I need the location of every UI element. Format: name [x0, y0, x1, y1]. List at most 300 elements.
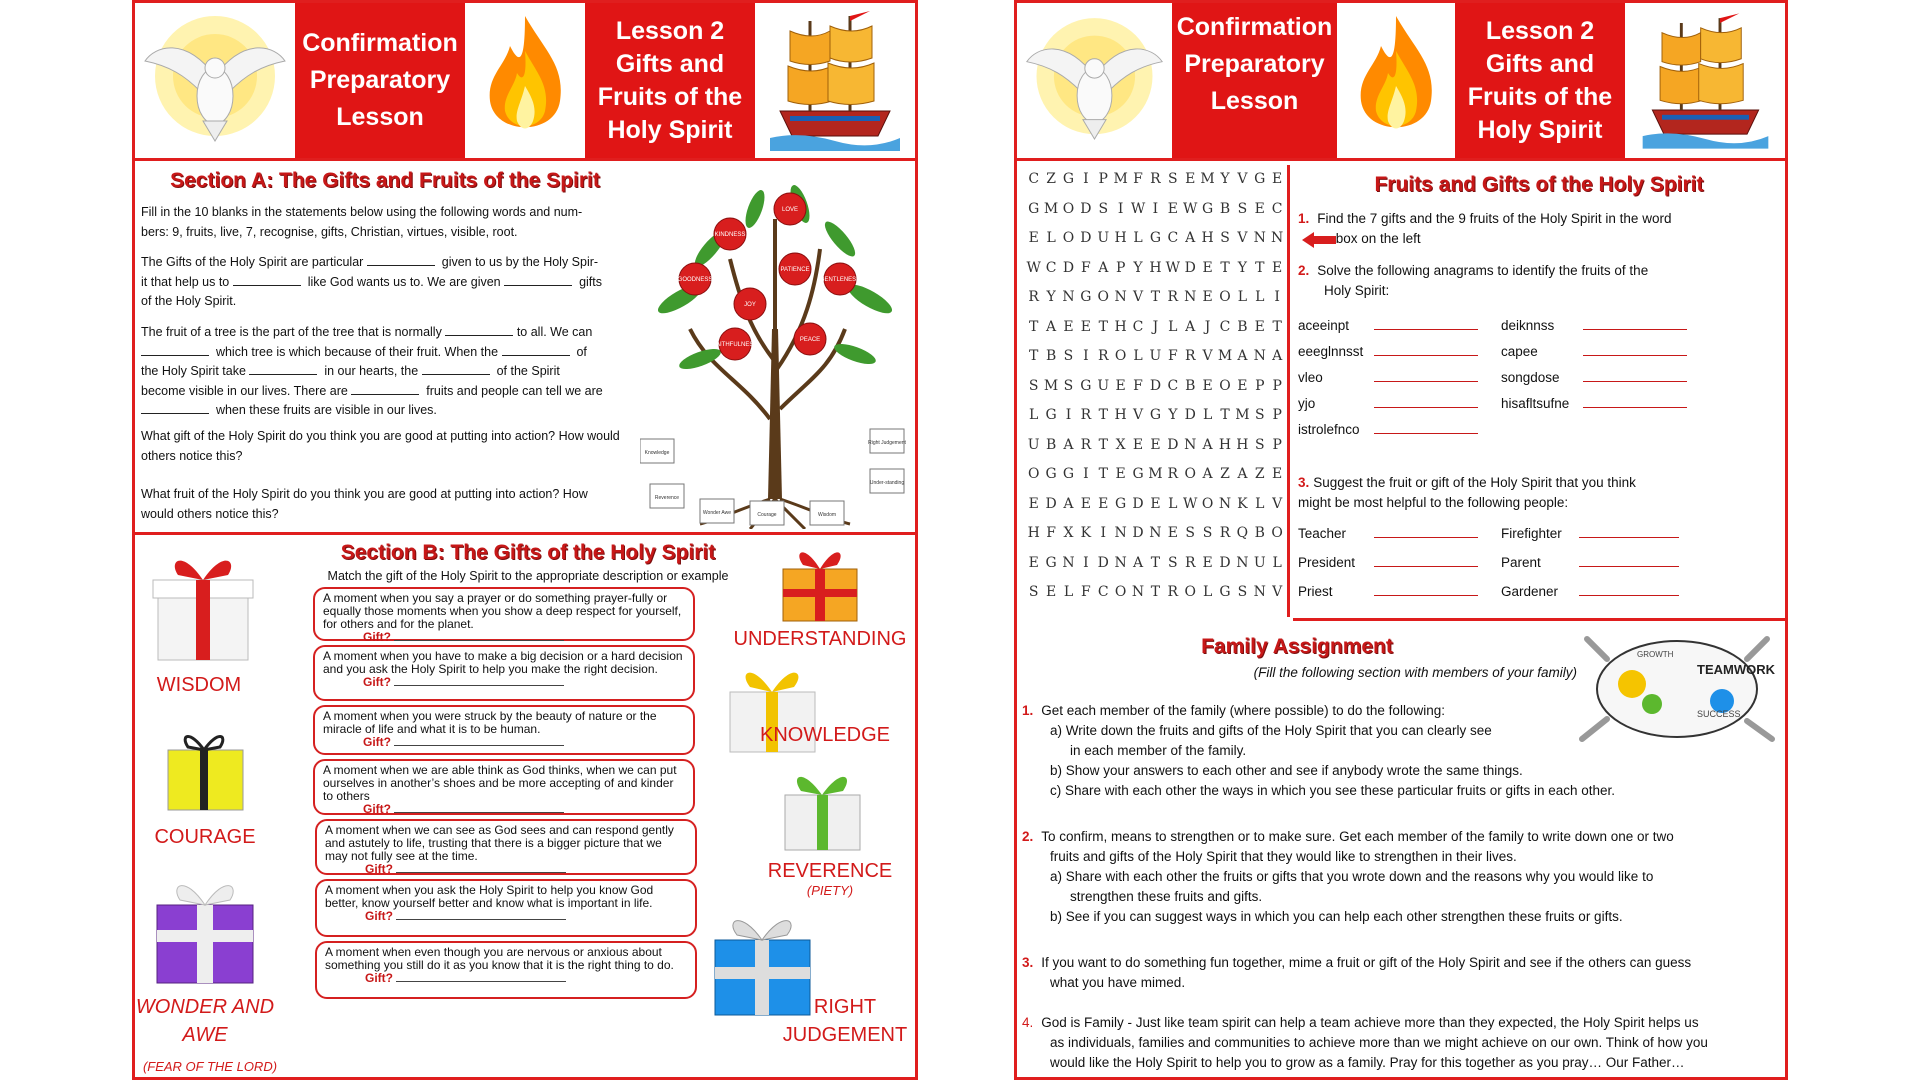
word-search-letter[interactable]: I — [1152, 200, 1159, 217]
word-search-letter[interactable]: G — [1062, 171, 1075, 187]
word-search-letter[interactable]: F — [1046, 525, 1056, 541]
word-search-letter[interactable]: A — [1185, 318, 1196, 335]
word-search-letter[interactable]: S — [1237, 200, 1248, 217]
word-search-letter[interactable]: R — [1080, 407, 1092, 423]
word-search-letter[interactable]: Y — [1133, 259, 1143, 276]
word-search-letter[interactable]: D — [1080, 230, 1092, 246]
gift-answer-line[interactable] — [396, 910, 566, 920]
word-search-letter[interactable]: V — [1272, 584, 1283, 600]
header-lesson-line: Lesson 2 — [615, 16, 725, 45]
word-search-letter[interactable]: V — [1132, 407, 1144, 423]
word-search-letter[interactable]: G — [1080, 377, 1092, 394]
word-search-letter[interactable]: E — [1028, 495, 1039, 512]
word-search-letter[interactable]: N — [1149, 525, 1162, 541]
header-title-line: Lesson — [336, 103, 424, 131]
word-search-letter[interactable]: T — [1272, 318, 1282, 335]
anagram-answer-line[interactable] — [1374, 318, 1478, 330]
word-search-letter[interactable]: R — [1184, 554, 1196, 571]
word-search-letter[interactable]: O — [1062, 230, 1075, 246]
word-search-letter[interactable]: O — [1097, 289, 1109, 305]
word-search-letter[interactable]: E — [1150, 495, 1161, 512]
word-search-letter[interactable]: E — [1202, 377, 1213, 394]
blank[interactable] — [445, 324, 513, 336]
word-search-letter[interactable]: S — [1185, 525, 1195, 541]
word-search-letter[interactable]: G — [1028, 200, 1040, 217]
blank[interactable] — [502, 344, 570, 356]
word-search-letter[interactable]: H — [1201, 230, 1214, 246]
word-search-letter[interactable]: D — [1080, 200, 1092, 217]
word-search-letter[interactable]: J — [1152, 318, 1159, 335]
word-search-letter[interactable]: E — [1150, 436, 1161, 453]
text: given to us by the Holy Spir- — [441, 255, 599, 269]
word-search-letter[interactable]: N — [1253, 584, 1266, 600]
word-search-letter[interactable]: L — [1133, 230, 1143, 246]
word-search-letter[interactable]: M — [1113, 171, 1128, 187]
ship-image — [755, 3, 915, 158]
word-search-letter[interactable]: G — [1149, 230, 1162, 246]
word-search-letter[interactable]: L — [1063, 584, 1074, 600]
word-search-letter[interactable]: A — [1202, 466, 1213, 482]
word-search-letter[interactable]: N — [1184, 289, 1197, 305]
word-search-letter[interactable]: M — [1043, 377, 1059, 394]
word-search-letter[interactable]: M — [1235, 407, 1250, 423]
word-search-letter[interactable]: N — [1184, 436, 1197, 453]
word-search-letter[interactable]: F — [1167, 348, 1178, 364]
gift-answer-line[interactable] — [394, 676, 564, 686]
word-search-letter[interactable]: N — [1236, 554, 1249, 571]
word-search-letter[interactable]: A — [1237, 348, 1248, 364]
item-number: 2. — [1022, 829, 1034, 844]
word-search-letter[interactable]: N — [1253, 348, 1266, 364]
item-text: c) Share with each other the ways in which you see these particular fruits or gifts in each other. — [1050, 783, 1616, 798]
word-search-letter[interactable]: E — [1098, 495, 1109, 512]
word-search-letter[interactable]: G — [1045, 466, 1057, 482]
word-search-letter[interactable]: C — [1132, 318, 1144, 335]
word-search-letter[interactable]: T — [1098, 407, 1108, 423]
gift-answer-line[interactable] — [396, 972, 566, 982]
blank[interactable] — [504, 274, 572, 286]
word-search-letter[interactable]: G — [1254, 171, 1266, 187]
word-search-letter[interactable]: U — [1097, 230, 1110, 246]
word-search-letter[interactable]: E — [1272, 171, 1283, 187]
word-search-letter[interactable]: K — [1237, 495, 1248, 512]
word-search-letter[interactable]: E — [1028, 554, 1039, 571]
word-search-letter[interactable]: M — [1217, 348, 1233, 364]
word-search-letter[interactable]: C — [1045, 259, 1057, 276]
word-search-letter[interactable]: I — [1083, 348, 1089, 364]
blank[interactable] — [233, 274, 301, 286]
word-search-letter[interactable]: L — [1168, 318, 1178, 335]
word-search-letter[interactable]: I — [1117, 200, 1124, 217]
word-search-letter[interactable]: R — [1097, 348, 1109, 364]
word-search-letter[interactable]: R — [1167, 584, 1179, 600]
word-search-letter[interactable]: E — [1254, 318, 1265, 335]
match-item[interactable] — [313, 645, 695, 701]
match-item[interactable] — [315, 819, 697, 875]
word-search-letter[interactable]: D — [1062, 259, 1075, 276]
match-item[interactable] — [313, 587, 695, 644]
gift-box-label: Wonder Awe — [702, 510, 732, 516]
word-search-letter[interactable]: E — [1254, 200, 1265, 217]
word-search-letter[interactable]: D — [1132, 525, 1144, 541]
word-search-letter[interactable]: G — [1115, 495, 1127, 512]
word-search-letter[interactable]: G — [1045, 407, 1057, 423]
gift-box-label: Courage — [757, 512, 777, 518]
word-search-letter[interactable]: P — [1272, 436, 1282, 453]
word-search-letter[interactable]: Y — [1220, 171, 1230, 187]
section-b-subtitle: Match the gift of the Holy Spirit to the appropriate description or example — [327, 569, 729, 583]
word-search-letter[interactable]: S — [1254, 436, 1265, 453]
word-search-letter[interactable]: P — [1098, 171, 1108, 187]
word-search-letter[interactable]: U — [1253, 554, 1266, 571]
anagram-answer-line[interactable] — [1374, 396, 1478, 408]
label-wisdom: WISDOM — [156, 674, 242, 696]
word-search-letter[interactable]: D — [1184, 259, 1196, 276]
word-search-letter[interactable]: E — [1080, 318, 1091, 335]
word-search-letter[interactable]: P — [1255, 377, 1265, 394]
word-search-letter[interactable]: E — [1115, 466, 1126, 482]
word-search-letter[interactable]: C — [1167, 230, 1179, 246]
word-search-grid[interactable] — [1020, 165, 1290, 617]
anagram-answer-line[interactable] — [1583, 318, 1687, 330]
anagram-list-left — [1298, 313, 1498, 443]
word-search-letter[interactable]: N — [1253, 230, 1266, 246]
word-search-letter[interactable]: A — [1063, 436, 1074, 453]
word-search-letter[interactable]: E — [1167, 200, 1178, 217]
word-search-letter[interactable]: E — [1167, 525, 1178, 541]
word-search-letter[interactable]: B — [1185, 377, 1196, 394]
word-search-letter[interactable]: E — [1272, 259, 1283, 276]
word-search-letter[interactable]: T — [1150, 289, 1161, 305]
word-search-letter[interactable]: F — [1133, 171, 1143, 187]
word-search-letter[interactable]: O — [1114, 348, 1127, 364]
item-text: in each member of the family. — [1070, 743, 1247, 758]
word-search-letter[interactable]: S — [1168, 554, 1178, 571]
question-text: Find the 7 gifts and the 9 fruits of the Holy Spirit in the word — [1317, 211, 1672, 226]
word-search-letter[interactable]: U — [1097, 377, 1110, 394]
word-search-letter[interactable]: X — [1115, 436, 1126, 453]
blank[interactable] — [351, 383, 419, 395]
word-search-letter[interactable]: T — [1029, 318, 1039, 335]
word-search-letter[interactable]: B — [1045, 348, 1057, 364]
word-search-letter[interactable]: R — [1167, 466, 1179, 482]
word-search-letter[interactable]: Y — [1237, 259, 1247, 276]
word-search-letter[interactable]: R — [1080, 436, 1092, 453]
word-search-letter[interactable]: W — [1165, 259, 1181, 276]
word-search-letter[interactable]: R — [1184, 348, 1196, 364]
word-search-letter[interactable]: L — [1255, 289, 1265, 305]
word-search-letter[interactable]: Z — [1254, 466, 1265, 482]
word-search-letter[interactable]: S — [1202, 525, 1213, 541]
word-search-letter[interactable]: L — [1255, 495, 1265, 512]
word-search-row — [1025, 378, 1287, 408]
word-search-letter[interactable]: B — [1237, 318, 1248, 335]
word-search-letter[interactable]: J — [1204, 318, 1211, 335]
word-search-letter[interactable]: R — [1150, 171, 1161, 187]
word-search-letter[interactable]: D — [1097, 554, 1109, 571]
word-search-letter[interactable]: R — [1219, 525, 1231, 541]
blank[interactable] — [249, 363, 317, 375]
worksheet-page-right — [1014, 0, 1788, 1080]
item-number: 4. — [1022, 1015, 1034, 1030]
gift-box-orange-icon — [775, 539, 865, 624]
word-search-letter[interactable]: K — [1080, 525, 1092, 541]
gift-box-yellow-icon — [160, 725, 250, 815]
image-word: SUCCESS — [1697, 709, 1741, 719]
word-search-letter[interactable]: T — [1098, 436, 1108, 453]
word-search-letter[interactable]: L — [1133, 348, 1143, 364]
word-search-letter[interactable]: T — [1098, 466, 1108, 482]
word-search-letter[interactable]: V — [1237, 171, 1248, 187]
word-search-letter[interactable]: H — [1114, 318, 1127, 335]
word-search-letter[interactable]: I — [1083, 171, 1089, 187]
word-search-letter[interactable]: A — [1132, 554, 1144, 571]
word-search-letter[interactable]: S — [1237, 584, 1248, 600]
word-search-letter[interactable]: G — [1149, 407, 1162, 423]
word-search-letter[interactable]: Z — [1220, 466, 1230, 482]
word-search-letter[interactable]: T — [1255, 259, 1265, 276]
word-search-letter[interactable]: G — [1045, 554, 1057, 571]
word-search-letter[interactable]: O — [1219, 377, 1231, 394]
text: to all. We can — [516, 325, 593, 339]
word-search-row — [1025, 319, 1287, 349]
word-search-letter[interactable]: E — [1237, 377, 1248, 394]
gift-answer-line[interactable] — [394, 631, 564, 641]
word-search-letter[interactable]: R — [1028, 289, 1039, 305]
word-search-letter[interactable]: U — [1149, 348, 1162, 364]
word-search-letter[interactable]: E — [1115, 377, 1126, 394]
word-search-letter[interactable]: I — [1274, 289, 1280, 305]
word-search-letter[interactable]: C — [1167, 377, 1179, 394]
word-search-letter[interactable]: E — [1045, 584, 1057, 600]
question-text: Solve the following anagrams to identify the fruits of the — [1317, 263, 1649, 278]
word-search-letter[interactable]: N — [1271, 230, 1284, 246]
word-search-letter[interactable]: S — [1028, 584, 1039, 600]
word-search-letter[interactable]: D — [1167, 436, 1179, 453]
word-search-letter[interactable]: T — [1150, 554, 1161, 571]
person-answer-line[interactable] — [1374, 526, 1478, 538]
match-description: A moment when we are able think as God thinks, when we can put ourselves in another’s shoes and be more accepting of and kinder to others — [323, 763, 677, 803]
fruit-label: PATIENCE — [780, 267, 810, 273]
word-search-letter[interactable]: A — [1185, 230, 1196, 246]
word-search-letter[interactable]: O — [1184, 466, 1196, 482]
word-search-letter[interactable]: A — [1272, 348, 1283, 364]
word-search-letter[interactable]: E — [1185, 171, 1196, 187]
word-search-letter[interactable]: O — [1114, 584, 1127, 600]
word-search-letter[interactable]: I — [1100, 525, 1107, 541]
word-search-letter[interactable]: C — [1028, 171, 1040, 187]
word-search-row — [1025, 201, 1287, 231]
word-search-letter[interactable]: Z — [1046, 171, 1056, 187]
word-search-letter[interactable]: O — [1271, 525, 1283, 541]
word-search-letter[interactable]: T — [1150, 584, 1161, 600]
word-search-letter[interactable]: A — [1237, 466, 1248, 482]
word-search-letter[interactable]: G — [1080, 289, 1092, 305]
arrow-left-icon — [1302, 232, 1332, 246]
word-search-letter[interactable]: A — [1098, 259, 1109, 276]
word-search-letter[interactable]: D — [1149, 377, 1162, 394]
word-search-letter[interactable]: L — [1202, 407, 1213, 423]
word-search-letter[interactable]: W — [1130, 200, 1146, 217]
word-search-letter[interactable]: G — [1202, 200, 1214, 217]
word-search-letter[interactable]: E — [1080, 495, 1091, 512]
word-search-letter[interactable]: N — [1131, 584, 1145, 600]
word-search-letter[interactable]: N — [1114, 554, 1127, 571]
word-search-letter[interactable]: G — [1132, 466, 1144, 482]
word-search-letter[interactable]: S — [1063, 348, 1074, 364]
label-reverence: REVERENCE — [767, 860, 893, 882]
word-search-letter[interactable]: V — [1132, 289, 1144, 305]
anagram-answer-line[interactable] — [1583, 396, 1687, 408]
word-search-letter[interactable]: M — [1200, 171, 1215, 187]
word-search-letter[interactable]: H — [1027, 525, 1040, 541]
word-search-letter[interactable]: V — [1272, 495, 1283, 512]
anagram-answer-line[interactable] — [1374, 422, 1478, 434]
word-search-letter[interactable]: P — [1272, 377, 1282, 394]
word-search-letter[interactable]: L — [1202, 584, 1213, 600]
word-search-letter[interactable]: O — [1219, 289, 1231, 305]
word-search-letter[interactable]: N — [1218, 495, 1232, 512]
word-search-letter[interactable]: N — [1062, 289, 1075, 305]
word-search-letter[interactable]: Y — [1046, 289, 1056, 305]
anagram-answer-line[interactable] — [1583, 344, 1687, 356]
label-right-judgement: RIGHT JUDGEMENT — [782, 996, 908, 1046]
word-search-letter[interactable]: E — [1202, 554, 1213, 571]
word-search-letter[interactable]: I — [1065, 407, 1072, 423]
word-search-letter[interactable]: M — [1148, 466, 1163, 482]
blank[interactable] — [141, 344, 209, 356]
word-search-letter[interactable]: G — [1219, 584, 1231, 600]
word-search-letter[interactable]: V — [1237, 230, 1248, 246]
word-search-letter[interactable]: E — [1202, 289, 1213, 305]
word-search-letter[interactable]: E — [1063, 318, 1074, 335]
word-search-letter[interactable]: B — [1254, 525, 1265, 541]
word-search-letter[interactable]: W — [1026, 259, 1041, 276]
match-item[interactable] — [315, 941, 697, 999]
word-search-letter[interactable]: M — [1043, 200, 1059, 217]
word-search-letter[interactable]: S — [1168, 171, 1178, 187]
word-search-letter[interactable]: S — [1098, 200, 1109, 217]
blank[interactable] — [141, 402, 209, 414]
word-search-letter[interactable]: R — [1167, 289, 1179, 305]
fruit-label: PEACE — [799, 337, 821, 343]
word-search-letter[interactable]: P — [1272, 407, 1282, 423]
instruction-line: bers: 9, fruits, live, 7, recognise, gifts, Christian, virtues, visible, root. — [141, 224, 518, 239]
word-search-letter[interactable]: B — [1219, 200, 1231, 217]
word-search-letter[interactable]: C — [1271, 200, 1283, 217]
word-search-letter[interactable]: F — [1133, 377, 1143, 394]
anagram-answer-line[interactable] — [1374, 344, 1478, 356]
word-search-letter[interactable]: N — [1114, 289, 1127, 305]
word-search-letter[interactable]: C — [1219, 318, 1231, 335]
word-search-letter[interactable]: W — [1183, 200, 1198, 217]
word-search-letter[interactable]: H — [1149, 259, 1162, 276]
word-search-letter[interactable]: I — [1083, 466, 1089, 482]
word-search-letter[interactable]: X — [1063, 525, 1074, 541]
person-answer-line[interactable] — [1579, 555, 1679, 567]
word-search-letter[interactable]: H — [1218, 436, 1232, 453]
word-search-letter[interactable]: W — [1183, 495, 1198, 512]
word-search-letter[interactable]: E — [1028, 230, 1039, 246]
person-answer-line[interactable] — [1374, 584, 1478, 596]
match-item[interactable] — [313, 759, 695, 815]
word-search-letter[interactable]: E — [1132, 436, 1144, 453]
word-search-letter[interactable]: L — [1237, 289, 1248, 305]
word-search-letter[interactable]: C — [1097, 584, 1109, 600]
word-search-letter[interactable]: N — [1062, 554, 1075, 571]
blank[interactable] — [422, 363, 490, 375]
word-search-letter[interactable]: B — [1045, 436, 1057, 453]
word-search-letter[interactable]: D — [1184, 407, 1196, 423]
person-answer-line[interactable] — [1579, 584, 1679, 596]
anagram: songdose — [1501, 370, 1560, 385]
word-search-letter[interactable]: L — [1029, 407, 1039, 423]
word-search-letter[interactable]: E — [1272, 466, 1283, 482]
word-search-letter[interactable]: S — [1028, 377, 1039, 394]
word-search-letter[interactable]: L — [1168, 495, 1178, 512]
word-search-letter[interactable]: D — [1045, 495, 1057, 512]
word-search-letter[interactable]: H — [1114, 230, 1127, 246]
word-search-letter[interactable]: Q — [1236, 525, 1249, 541]
word-search-letter[interactable]: F — [1081, 259, 1091, 276]
word-search-letter[interactable]: T — [1098, 318, 1108, 335]
word-search-letter[interactable]: T — [1220, 259, 1230, 276]
word-search-letter[interactable]: A — [1202, 436, 1213, 453]
word-search-letter[interactable]: T — [1220, 407, 1230, 423]
anagram-answer-line[interactable] — [1374, 370, 1478, 382]
word-search-letter[interactable]: H — [1236, 436, 1249, 453]
person-answer-line[interactable] — [1579, 526, 1679, 538]
word-search-letter[interactable]: T — [1029, 348, 1039, 364]
word-search-letter[interactable]: G — [1062, 466, 1075, 482]
gift-answer-line[interactable] — [396, 863, 566, 873]
word-search-letter[interactable]: D — [1132, 495, 1144, 512]
match-item[interactable] — [313, 705, 695, 755]
person-answer-line[interactable] — [1374, 555, 1478, 567]
gift-box-label: Wisdom — [817, 512, 837, 518]
word-search-letter[interactable]: A — [1063, 495, 1074, 512]
word-search-letter[interactable]: Y — [1168, 407, 1178, 423]
word-search-letter[interactable]: O — [1201, 495, 1214, 512]
word-search-letter[interactable]: S — [1063, 377, 1074, 394]
blank[interactable] — [367, 254, 435, 266]
word-search-letter[interactable]: S — [1254, 407, 1265, 423]
word-search-letter[interactable]: H — [1114, 407, 1127, 423]
gift-answer-line[interactable] — [394, 736, 564, 746]
word-search-letter[interactable]: F — [1081, 584, 1091, 600]
family-title: Family Assignment — [1201, 635, 1393, 658]
word-search-letter[interactable]: V — [1202, 348, 1213, 364]
word-search-letter[interactable]: N — [1114, 525, 1127, 541]
word-search-letter[interactable]: A — [1046, 318, 1057, 335]
header-lesson-line: Gifts and — [615, 49, 725, 78]
word-search-letter[interactable]: E — [1202, 259, 1213, 276]
word-search-letter[interactable]: I — [1083, 554, 1089, 571]
anagram-answer-line[interactable] — [1583, 370, 1687, 382]
gift-answer-line[interactable] — [394, 803, 564, 813]
word-search-letter[interactable]: O — [1062, 200, 1075, 217]
word-search-letter[interactable]: L — [1272, 554, 1282, 571]
word-search-letter[interactable]: L — [1046, 230, 1056, 246]
word-search-letter[interactable]: O — [1027, 466, 1040, 482]
match-item[interactable] — [315, 879, 697, 937]
word-search-letter[interactable]: S — [1220, 230, 1230, 246]
word-search-letter[interactable]: U — [1027, 436, 1040, 453]
word-search-letter[interactable]: P — [1115, 259, 1126, 276]
word-search-letter[interactable]: O — [1184, 584, 1196, 600]
word-search-letter[interactable]: D — [1219, 554, 1231, 571]
person: Priest — [1298, 584, 1333, 599]
